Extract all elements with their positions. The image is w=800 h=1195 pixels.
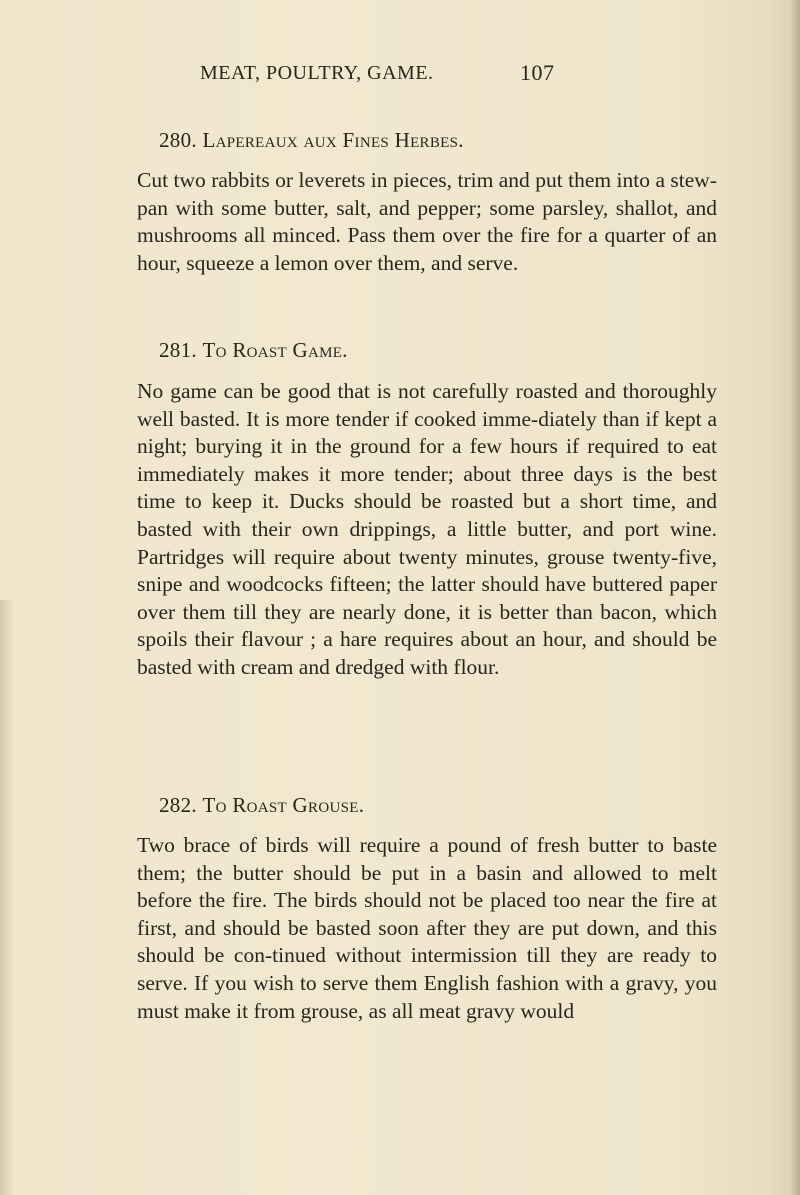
section-heading-282 (159, 793, 364, 818)
section-title: To Roast Grouse. (202, 793, 365, 817)
section-number: 280. (159, 128, 197, 152)
running-title: MEAT, POULTRY, GAME. (200, 62, 434, 84)
section-number: 281. (159, 338, 197, 362)
section-number: 282. (159, 793, 197, 817)
section-heading-280 (159, 128, 464, 153)
page-shadow-left (0, 600, 14, 1195)
page-shadow-right (790, 0, 800, 1195)
section-heading-281 (159, 338, 348, 363)
section-title: Lapereaux aux Fines Herbes. (202, 128, 464, 152)
section-body-282: Two brace of birds will require a pound of fresh butter to baste them; the butter should be put in a basin and allowed to melt before the fire. The birds should not be placed too near the fire at first, and should be basted soon after they are put down, and this should be con-tinued without intermission till they are ready to serve. If you wish to serve them English fashion with a gravy, you must make it from grouse, as all meat gravy would (137, 833, 717, 1023)
page-number: 107 (520, 60, 555, 85)
section-title: To Roast Game. (202, 338, 348, 362)
section-body-280: Cut two rabbits or leverets in pieces, trim and put them into a stew-pan with some butter, salt, and pepper; some parsley, shallot, and mushrooms all minced. Pass them over the fire for a quarter of an hour, squeeze a lemon over them, and serve. (137, 168, 717, 275)
section-body-281: No game can be good that is not carefully roasted and thoroughly well basted. It is more tender if cooked imme-diately than if kept a night; burying it in the ground for a few hours if required to eat immediately makes it more tender; about three days is the best time to keep it. Ducks should be roasted but a short time, and basted with their own drippings, a little butter, and port wine. Partridges will require about twenty minutes, grouse twenty-five, snipe and woodcocks fifteen; the latter should have buttered paper over them till they are nearly done, it is better than bacon, which spoils their flavour ; a hare requires about an hour, and should be basted with cream and dredged with flour. (137, 379, 717, 679)
